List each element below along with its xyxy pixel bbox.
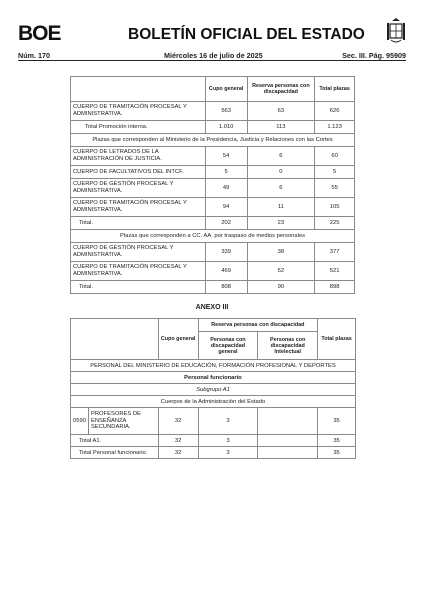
plazas-table [70,76,355,294]
annex-table [70,318,356,459]
col-discapacidad-intelectual: Personas con discapacidad Intelectual [258,332,318,360]
table-row: CUERPO DE GESTIÓN PROCESAL Y ADMINISTRATIVA. 49 6 55 [71,179,355,198]
table-row: Total Personal funcionario. 32 3 35 [71,447,356,459]
table-row: CUERPO DE LETRADOS DE LA ADMINISTRACIÓN DE JUSTICIA. 54 6 60 [71,147,355,166]
section-page: Sec. III. Pág. 95909 [342,51,406,60]
table-row: CUERPO DE TRAMITACIÓN PROCESAL Y ADMINISTRATIVA. 94 11 105 [71,198,355,217]
section-row: Plazas que corresponden al Ministerio de la Presidencia, Justicia y Relaciones con las Cortes [71,134,355,147]
col-reserva: Reserva personas con discapacidad [247,77,315,102]
section-row: Plazas que corresponden a CC. AA. por traspaso de medios personales [71,230,355,243]
col-cupo-general: Cupo general [205,77,247,102]
table-row: CUERPO DE FACULTATIVOS DEL INTCF. 5 0 5 [71,166,355,179]
section-row: Personal funcionario [71,372,356,384]
col-cupo-general: Cupo general [158,319,198,360]
table-row: Total Promoción interna. 1.010 113 1.123 [71,121,355,134]
table-row: Total. 202 23 225 [71,217,355,230]
annex-title: ANEXO III [195,304,229,311]
col-total: Total plazas [315,77,355,102]
header-rule [18,60,406,61]
issue-number: Núm. 170 [18,51,50,60]
page-header [18,22,406,46]
blank-header [71,319,159,360]
table-row: CUERPO DE GESTIÓN PROCESAL Y ADMINISTRATIVA. 339 38 377 [71,243,355,262]
blank-header [71,77,206,102]
boe-logo: BOE [18,22,61,45]
col-reserva: Reserva personas con discapacidad [198,319,318,332]
coat-of-arms-icon [386,18,406,44]
table-row: 0590 PROFESORES DE ENSEÑANZA SECUNDARIA. 32 3 35 [71,408,356,435]
table-row: CUERPO DE TRAMITACIÓN PROCESAL Y ADMINISTRATIVA. 563 63 626 [71,102,355,121]
table-row: Total A1. 32 3 35 [71,435,356,447]
verification-note [404,430,414,590]
section-row: PERSONAL DEL MINISTERIO DE EDUCACIÓN, FORMACIÓN PROFESIONAL Y DEPORTES [71,360,356,372]
col-total: Total plazas [318,319,356,360]
section-row: Subgrupo A1 [71,384,356,396]
section-row: Cuerpos de la Administración del Estado [71,396,356,408]
table-row: Total. 808 90 898 [71,281,355,294]
issue-date: Miércoles 16 de julio de 2025 [164,51,263,60]
page-title: BOLETÍN OFICIAL DEL ESTADO [128,26,365,43]
col-discapacidad-general: Personas con discapacidad general [198,332,258,360]
table-row: CUERPO DE TRAMITACIÓN PROCESAL Y ADMINISTRATIVA. 469 52 521 [71,262,355,281]
